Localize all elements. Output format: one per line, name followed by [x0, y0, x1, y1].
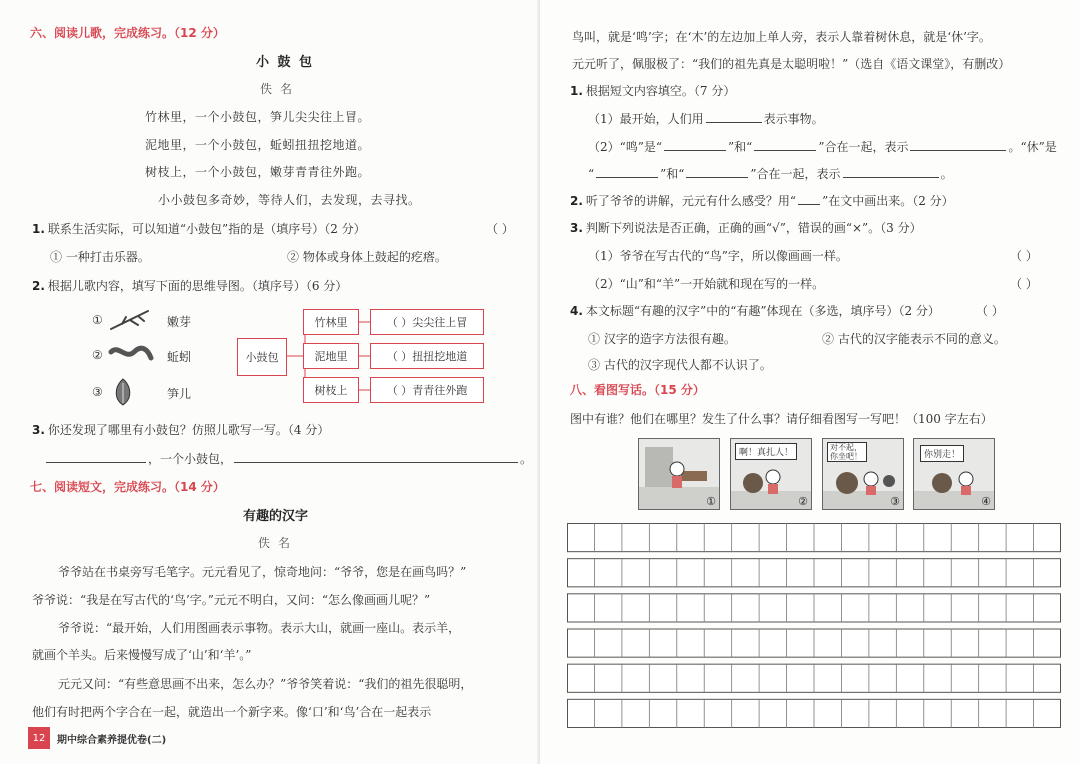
- q7-3-paren-2[interactable]: （ ）: [1010, 277, 1038, 291]
- comic-panel-3: [822, 438, 904, 510]
- story-cont-2: 元元听了，佩服极了：“我们的祖先真是太聪明啦！”（选自《语文课堂》，有删改）: [572, 57, 1011, 71]
- item-mark-2: ②: [92, 348, 103, 362]
- section6-heading: 六、阅读儿歌，完成练习。（12 分）: [30, 26, 225, 40]
- q7-1-blank-2[interactable]: [664, 138, 726, 151]
- poem-title: 小 鼓 包: [256, 55, 315, 70]
- q6-3-end: 。: [520, 452, 533, 466]
- q7-1-l1a: （1）最开始，人们用: [588, 112, 704, 126]
- comic-mark-2: ②: [798, 495, 808, 508]
- q7-2-text2: ”在文中画出来。（2 分）: [822, 194, 954, 208]
- story-cont-1: 鸟叫，就是‘鸣’字；在‘木’的左边加上单人旁，表示人靠着树休息，就是‘休’字。: [572, 30, 991, 44]
- q7-1-blank-1[interactable]: [706, 110, 762, 123]
- story-line-5: 元元又问：“有些意思画不出来，怎么办？”爷爷笑着说：“我们的祖先很聪明，: [58, 677, 473, 691]
- q7-2-text: 听了爷爷的讲解，元元有什么感受？用“: [585, 194, 797, 208]
- q7-1-blank-5[interactable]: [596, 165, 658, 178]
- q7-1-line-3: [588, 165, 953, 182]
- poem-line-2: 泥地里，一个小鼓包，蚯蚓扭扭挖地道。: [145, 138, 371, 152]
- earthworm-icon: [108, 342, 154, 366]
- q7-3-text: 判断下列说法是否正确，正确的画“√”，错误的画“×”。（3 分）: [585, 221, 922, 235]
- q7-1-l2a: （2）“鸣”是“: [588, 140, 663, 154]
- story-line-4: 就画个羊头。后来慢慢写成了‘山’和‘羊’。”: [32, 648, 252, 662]
- q7-3-statement-2: （2）“山”和“羊”一开始就和现在写的一样。: [588, 277, 825, 291]
- item-label-3: 笋儿: [167, 387, 192, 401]
- comic-bubble-2: 啊！真扎人！: [735, 443, 797, 460]
- comic-bubble-4: 你别走！: [920, 445, 964, 462]
- q6-1-text: 联系生活实际，可以知道“小鼓包”指的是（填序号）（2 分）: [47, 222, 366, 236]
- q7-1-l2b: ”和“: [728, 140, 753, 154]
- story-title: 有趣的汉字: [243, 509, 309, 524]
- comic-mark-4: ④: [981, 495, 991, 508]
- comic-bubble-3: 对不起，你坐吧！: [827, 442, 867, 462]
- q7-4-option-3: ③ 古代的汉字现代人都不认识了。: [588, 358, 772, 372]
- mindmap-place-1: 竹林里: [303, 309, 359, 335]
- q7-1-l3b: ”和“: [660, 167, 685, 181]
- q7-1-l3d: 。: [940, 167, 953, 181]
- poem-line-1: 竹林里，一个小鼓包，笋儿尖尖往上冒。: [145, 110, 371, 124]
- mindmap-blank-2[interactable]: （ ）扭扭挖地道: [370, 343, 484, 369]
- q7-1-blank-3[interactable]: [754, 138, 816, 151]
- q7-4-option-2: ② 古代的汉字能表示不同的意义。: [822, 332, 1006, 346]
- q7-3-statement-1: （1）爷爷在写古代的“鸟”字，所以像画画一样。: [588, 249, 848, 263]
- q7-1-blank-4[interactable]: [910, 138, 1006, 151]
- q7-1-number: 1.: [570, 84, 583, 98]
- writing-grid[interactable]: [567, 523, 1061, 728]
- q7-4-text: 本文标题“有趣的汉字”中的“有趣”体现在（多选，填序号）（2 分）: [585, 304, 940, 318]
- section8-prompt: 图中有谁？他们在哪里？发生了什么事？请仔细看图写一写吧！（100 字左右）: [570, 412, 993, 426]
- q7-1-l2c: ”合在一起，表示: [818, 140, 909, 154]
- item-mark-3: ③: [92, 385, 103, 399]
- q7-1-l1b: 表示事物。: [763, 112, 824, 126]
- q6-3-blank-place[interactable]: [46, 450, 146, 463]
- comic-mark-1: ①: [706, 495, 716, 508]
- mindmap-place-2: 泥地里: [303, 343, 359, 369]
- q6-2-number: 2.: [32, 279, 45, 293]
- q7-3-number: 3.: [570, 221, 583, 235]
- q7-4-option-1: ① 汉字的造字方法很有趣。: [588, 332, 736, 346]
- bamboo-shoot-icon: [112, 377, 134, 407]
- comic-panel-4: [913, 438, 995, 510]
- q6-3-answer-line: [44, 450, 532, 467]
- section8-heading: 八、看图写话。（15 分）: [570, 383, 705, 397]
- q7-1-line-2: [588, 138, 1057, 155]
- story-line-1: 爷爷站在书桌旁写毛笔字。元元看见了，惊奇地问：“爷爷，您是在画鸟吗？”: [58, 565, 467, 579]
- q7-2-blank[interactable]: [798, 192, 820, 205]
- q7-2: [570, 192, 954, 209]
- item-mark-1: ①: [92, 313, 103, 327]
- q6-3-text: 你还发现了哪里有小鼓包？仿照儿歌写一写。（4 分）: [47, 423, 330, 437]
- story-line-3: 爷爷说：“最开始，人们用图画表示事物。表示大山，就画一座山。表示羊，: [58, 621, 461, 635]
- q6-3-mid: ，一个小鼓包，: [148, 452, 233, 466]
- comic-panel-1: [638, 438, 720, 510]
- q6-3: [32, 421, 329, 438]
- q7-1: [570, 82, 735, 99]
- story-author: 佚名: [258, 536, 299, 550]
- poem-line-3: 树枝上，一个小鼓包，嫩芽青青往外跑。: [145, 165, 371, 179]
- q7-4: [570, 302, 940, 319]
- q7-4-number: 4.: [570, 304, 583, 318]
- q6-3-blank-sentence[interactable]: [234, 450, 518, 463]
- mindmap-place-3: 树枝上: [303, 377, 359, 403]
- mindmap-blank-3[interactable]: （ ）青青往外跑: [370, 377, 484, 403]
- q6-2-text: 根据儿歌内容，填写下面的思维导图。（填序号）（6 分）: [47, 279, 348, 293]
- q7-4-paren[interactable]: （ ）: [976, 304, 1004, 318]
- q7-3: [570, 219, 922, 236]
- mindmap-blank-1[interactable]: （ ）尖尖往上冒: [370, 309, 484, 335]
- q6-1-answer-paren[interactable]: （ ）: [486, 222, 514, 236]
- comic-panel-2: [730, 438, 812, 510]
- twig-icon: [108, 305, 154, 333]
- q7-2-number: 2.: [570, 194, 583, 208]
- comic-mark-3: ③: [890, 495, 900, 508]
- q7-1-l3a: “: [588, 167, 595, 181]
- story-line-6: 他们有时把两个字合在一起，就造出一个新字来。像‘口’和‘鸟’合在一起表示: [32, 705, 432, 719]
- story-line-2: 爷爷说：“我是在写古代的‘鸟’字。”元元不明白，又问：“怎么像画画儿呢？”: [32, 593, 431, 607]
- q7-1-blank-6[interactable]: [686, 165, 748, 178]
- q6-1-option-1: ① 一种打击乐器。: [50, 250, 150, 264]
- q6-3-number: 3.: [32, 423, 45, 437]
- mindmap-center: 小鼓包: [237, 338, 287, 376]
- q6-2: [32, 277, 347, 294]
- q6-1: [32, 220, 366, 237]
- q7-1-l3c: ”合在一起，表示: [750, 167, 841, 181]
- section7-heading: 七、阅读短文，完成练习。（14 分）: [30, 480, 225, 494]
- page-number: 12: [28, 727, 50, 749]
- poem-author: 佚名: [260, 82, 301, 96]
- q6-1-number: 1.: [32, 222, 45, 236]
- item-label-2: 蚯蚓: [167, 350, 192, 364]
- q7-3-paren-1[interactable]: （ ）: [1010, 249, 1038, 263]
- item-label-1: 嫩芽: [167, 315, 192, 329]
- poem-line-4: 小小鼓包多奇妙，等待人们，去发现，去寻找。: [158, 193, 421, 207]
- q7-1-line-1: [588, 110, 824, 127]
- q7-1-text: 根据短文内容填空。（7 分）: [585, 84, 736, 98]
- footer-title: 期中综合素养提优卷(二): [57, 735, 167, 746]
- q7-1-blank-7[interactable]: [843, 165, 939, 178]
- q6-1-option-2: ② 物体或身体上鼓起的疙瘩。: [287, 250, 447, 264]
- q7-1-l2d: 。“休”是: [1008, 140, 1057, 154]
